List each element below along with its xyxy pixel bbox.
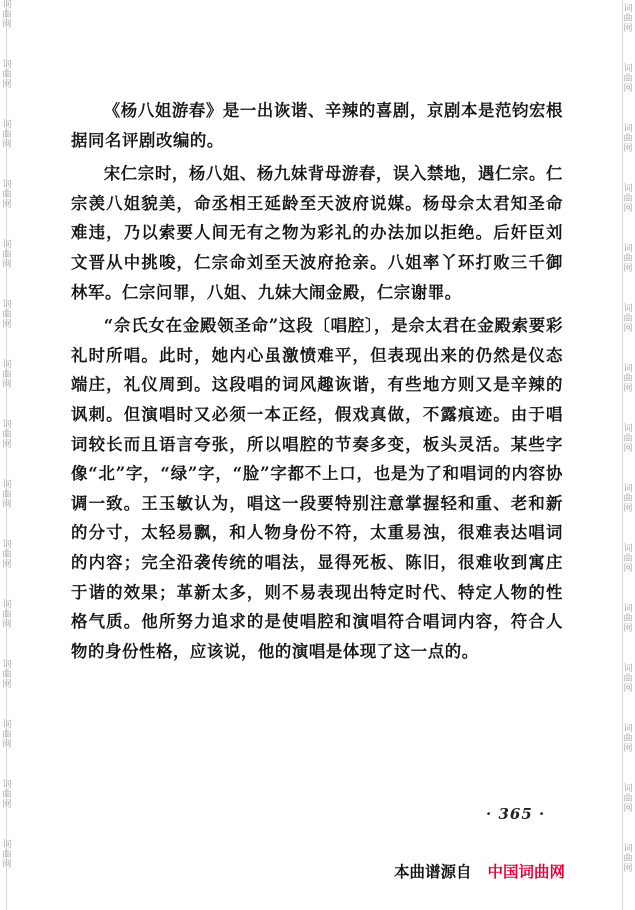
- watermark-unit: [0, 360, 14, 390]
- watermark-unit: [0, 780, 14, 810]
- watermark-unit: [621, 64, 635, 94]
- watermark-char: 网: [2, 20, 12, 30]
- watermark-char: 词: [2, 720, 12, 730]
- watermark-unit: [0, 720, 14, 750]
- watermark-column-right: [621, 0, 635, 910]
- watermark-unit: [0, 0, 14, 30]
- watermark-char: 词: [2, 120, 12, 130]
- watermark-char: 词: [623, 364, 633, 374]
- watermark-char: 曲: [623, 734, 633, 744]
- watermark-char: 词: [2, 600, 12, 610]
- watermark-char: 网: [2, 560, 12, 570]
- watermark-unit: [621, 604, 635, 634]
- watermark-char: 网: [623, 504, 633, 514]
- watermark-unit: [0, 120, 14, 150]
- page-number: · 365 ·: [486, 805, 546, 823]
- watermark-unit: [0, 600, 14, 630]
- watermark-char: 网: [623, 24, 633, 34]
- paragraph-intro: 《杨八姐游春》是一出诙谐、辛辣的喜剧，京剧本是范钧宏根据同名评剧改编的。: [71, 101, 563, 150]
- watermark-char: 词: [623, 844, 633, 854]
- watermark-unit: [0, 480, 14, 510]
- watermark-char: 曲: [623, 674, 633, 684]
- watermark-char: 词: [2, 0, 12, 10]
- watermark-char: 词: [623, 484, 633, 494]
- watermark-char: 曲: [2, 430, 12, 440]
- watermark-char: 网: [2, 380, 12, 390]
- watermark-unit: [0, 660, 14, 690]
- watermark-char: 曲: [623, 14, 633, 24]
- watermark-char: 曲: [2, 610, 12, 620]
- watermark-char: 网: [2, 740, 12, 750]
- watermark-char: 曲: [623, 314, 633, 324]
- watermark-char: 网: [2, 260, 12, 270]
- source-footer: [394, 860, 565, 882]
- watermark-char: 词: [2, 180, 12, 190]
- watermark-char: 曲: [623, 554, 633, 564]
- watermark-char: 词: [2, 300, 12, 310]
- watermark-char: 词: [2, 660, 12, 670]
- watermark-unit: [0, 60, 14, 90]
- watermark-char: 曲: [623, 74, 633, 84]
- watermark-unit: [621, 124, 635, 154]
- watermark-unit: [0, 540, 14, 570]
- watermark-unit: [0, 840, 14, 870]
- watermark-char: 网: [2, 440, 12, 450]
- watermark-char: 网: [623, 864, 633, 874]
- watermark-char: 词: [623, 124, 633, 134]
- watermark-char: 词: [2, 480, 12, 490]
- watermark-char: 词: [2, 540, 12, 550]
- watermark-char: 词: [623, 244, 633, 254]
- site-name-link[interactable]: 中国词曲网: [487, 863, 566, 881]
- watermark-char: 词: [2, 420, 12, 430]
- watermark-char: 曲: [623, 134, 633, 144]
- watermark-char: 曲: [2, 550, 12, 560]
- watermark-char: 曲: [623, 374, 633, 384]
- watermark-char: 网: [2, 140, 12, 150]
- paragraph-plot: 宋仁宗时，杨八姐、杨九妹背母游春，误入禁地，遇仁宗。仁宗羡八姐貌美，命丞相王延龄至天波府说媒。杨母佘太君知圣命难违，乃以索要人间无有之物为彩礼的办法加以拒绝。后奸臣刘文晋从中挑唆，仁宗命刘至天波府抢亲。八姐率丫环打败三千御林军。仁宗问罪，八姐、九妹大闹金殿，仁宗谢罪。: [71, 164, 563, 302]
- watermark-char: 词: [2, 360, 12, 370]
- watermark-char: 网: [2, 800, 12, 810]
- watermark-char: 网: [2, 80, 12, 90]
- watermark-char: 曲: [623, 614, 633, 624]
- watermark-char: 词: [2, 240, 12, 250]
- watermark-unit: [621, 844, 635, 874]
- watermark-char: 网: [623, 324, 633, 334]
- article-body: [71, 96, 563, 670]
- watermark-char: 曲: [2, 370, 12, 380]
- watermark-char: 曲: [2, 850, 12, 860]
- watermark-char: 词: [2, 840, 12, 850]
- watermark-unit: [621, 724, 635, 754]
- watermark-char: 曲: [623, 794, 633, 804]
- watermark-char: 网: [2, 500, 12, 510]
- watermark-unit: [621, 484, 635, 514]
- watermark-unit: [0, 180, 14, 210]
- watermark-char: 网: [2, 680, 12, 690]
- watermark-char: 曲: [623, 254, 633, 264]
- watermark-char: 网: [623, 744, 633, 754]
- watermark-char: 曲: [2, 250, 12, 260]
- watermark-unit: [621, 4, 635, 34]
- watermark-char: 曲: [623, 434, 633, 444]
- watermark-char: 词: [2, 60, 12, 70]
- watermark-char: 词: [623, 64, 633, 74]
- watermark-unit: [0, 420, 14, 450]
- watermark-char: 曲: [2, 130, 12, 140]
- watermark-char: 词: [623, 544, 633, 554]
- watermark-char: 词: [623, 424, 633, 434]
- watermark-unit: [621, 304, 635, 334]
- watermark-char: 网: [2, 860, 12, 870]
- watermark-char: 曲: [2, 70, 12, 80]
- watermark-char: 网: [623, 144, 633, 154]
- watermark-char: 词: [623, 304, 633, 314]
- watermark-char: 曲: [2, 490, 12, 500]
- watermark-char: 网: [2, 320, 12, 330]
- watermark-char: 曲: [623, 494, 633, 504]
- watermark-char: 曲: [2, 10, 12, 20]
- watermark-unit: [621, 244, 635, 274]
- watermark-char: 词: [623, 724, 633, 734]
- watermark-char: 曲: [2, 190, 12, 200]
- watermark-char: 曲: [2, 730, 12, 740]
- watermark-char: 词: [2, 780, 12, 790]
- watermark-char: 网: [623, 444, 633, 454]
- watermark-char: 网: [623, 84, 633, 94]
- watermark-char: 网: [623, 204, 633, 214]
- watermark-char: 词: [623, 784, 633, 794]
- watermark-char: 网: [2, 200, 12, 210]
- watermark-char: 曲: [2, 310, 12, 320]
- watermark-char: 曲: [2, 670, 12, 680]
- watermark-char: 网: [623, 384, 633, 394]
- watermark-char: 曲: [623, 194, 633, 204]
- watermark-column-left: [0, 0, 14, 910]
- paragraph-aria-analysis: “佘氏女在金殿领圣命”这段〔唱腔〕，是佘太君在金殿索要彩礼时所唱。此时，她内心虽激愤难平，但表现出来的仍然是仪态端庄，礼仪周到。这段唱的词风趣诙谐，有些地方则又是辛辣的讽刺。但演唱时又必须一本正经，假戏真做，不露痕迹。由于唱词较长而且语言夸张，所以唱腔的节奏多变，板头灵活。某些字像“北”字，“绿”字，“脸”字都不上口，也是为了和唱词的内容协调一致。王玉敏认为，唱这一段要特别注意掌握轻和重、老和新的分寸，太轻易飘，和人物身份不符，太重易浊，很难表达唱词的内容；完全沿袭传统的唱法，显得死板、陈旧，很难收到寓庄于谐的效果；革新太多，则不易表现出特定时代、特定人物的性格气质。他所努力追求的是使唱腔和演唱符合唱词内容，符合人物的身份性格，应该说，他的演唱是体现了这一点的。: [71, 316, 563, 661]
- watermark-char: 曲: [2, 790, 12, 800]
- watermark-char: 网: [623, 624, 633, 634]
- watermark-unit: [621, 544, 635, 574]
- watermark-char: 网: [623, 264, 633, 274]
- watermark-unit: [621, 664, 635, 694]
- watermark-char: 网: [623, 564, 633, 574]
- watermark-unit: [621, 424, 635, 454]
- watermark-char: 网: [2, 620, 12, 630]
- watermark-char: 词: [623, 184, 633, 194]
- watermark-char: 词: [623, 4, 633, 14]
- watermark-char: 曲: [623, 854, 633, 864]
- watermark-unit: [621, 364, 635, 394]
- watermark-unit: [0, 300, 14, 330]
- watermark-char: 词: [623, 604, 633, 614]
- watermark-unit: [0, 240, 14, 270]
- watermark-char: 词: [623, 664, 633, 674]
- watermark-unit: [621, 184, 635, 214]
- watermark-char: 网: [623, 684, 633, 694]
- source-label: 本曲谱源自: [394, 863, 472, 881]
- watermark-char: 网: [623, 804, 633, 814]
- watermark-unit: [621, 784, 635, 814]
